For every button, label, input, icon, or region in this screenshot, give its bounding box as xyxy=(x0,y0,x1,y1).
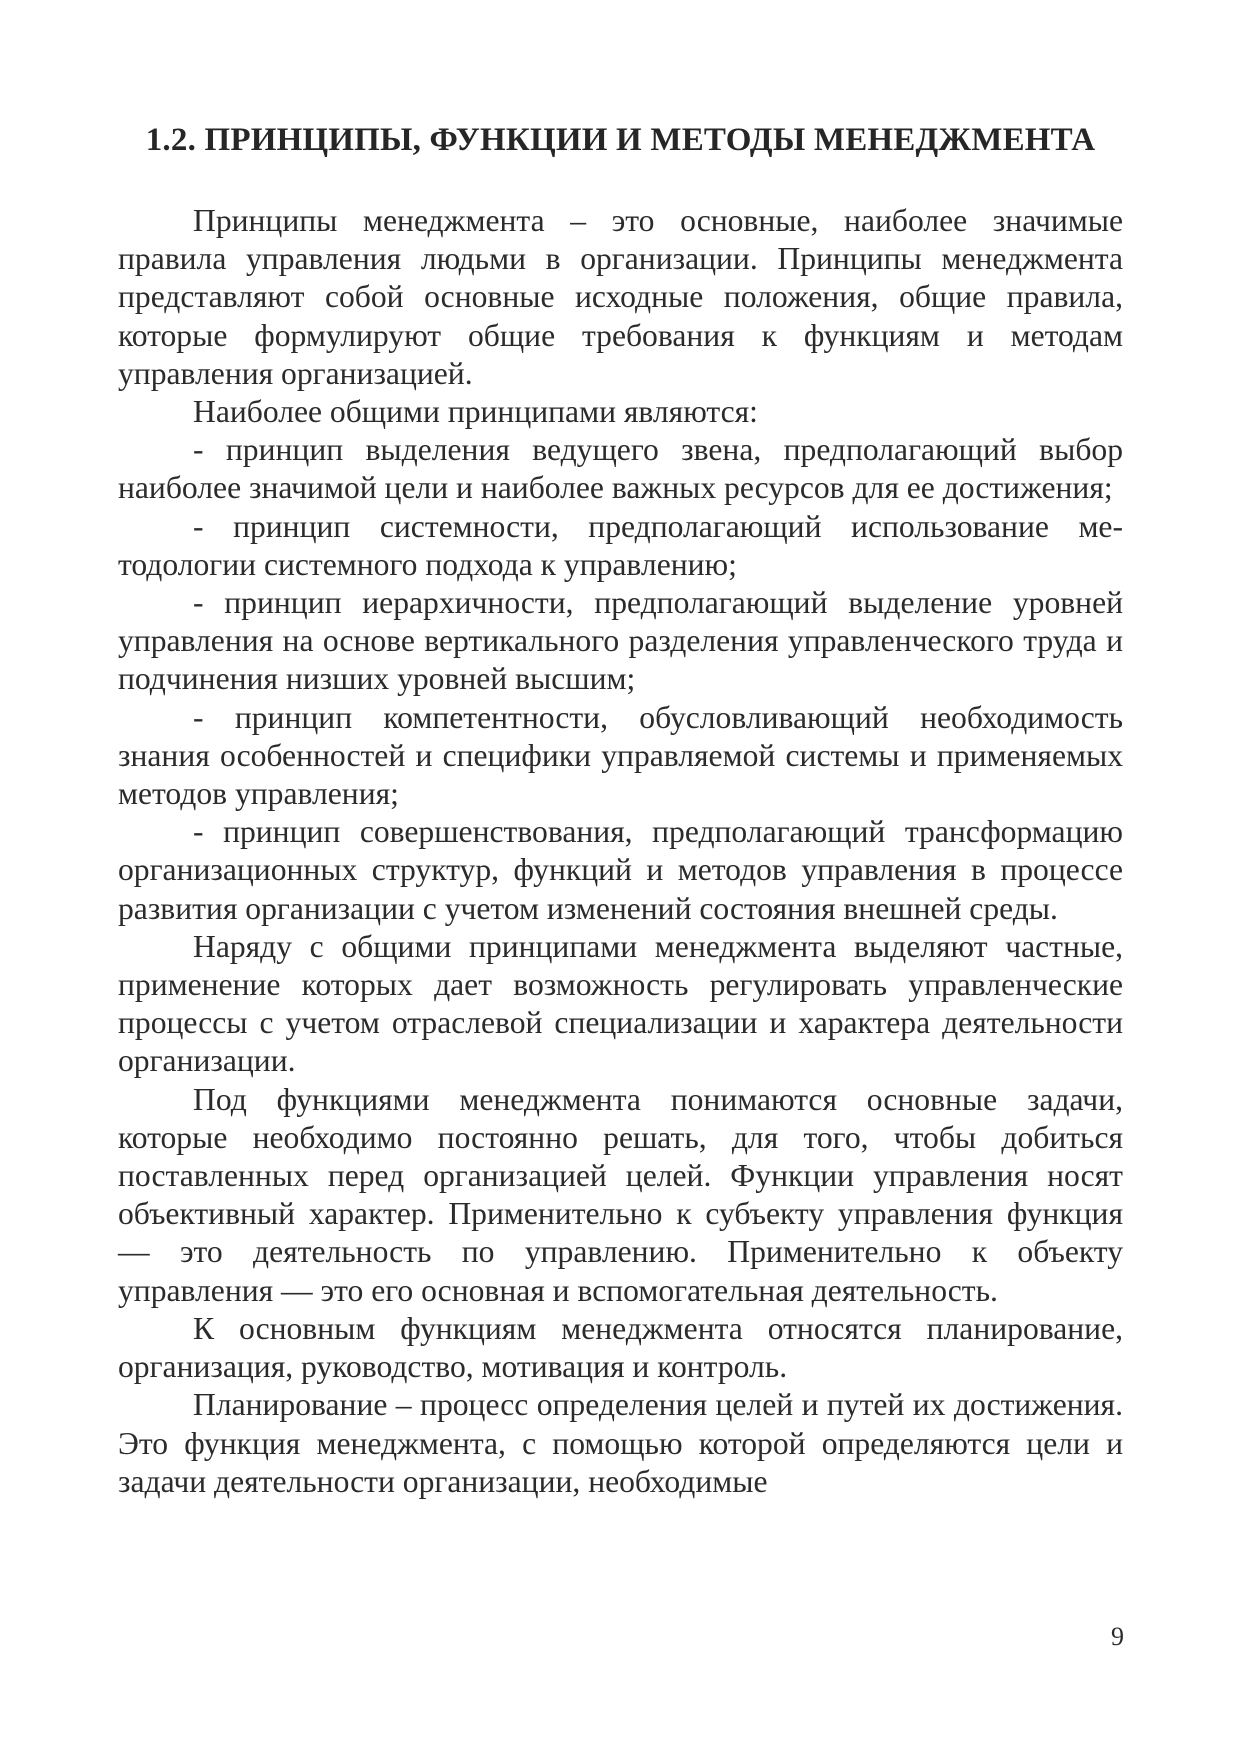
list-item-competence-principle: - принцип компетентности, обусловливающий необходимость знания особенностей и специфики управляемой системы и применяемых методов управления; xyxy=(118,699,1123,812)
body-text xyxy=(118,202,1123,1501)
paragraph-particular-principles: Наряду с общими принципами менеджмента выделяют частные, применение которых дает возможность регулировать управленческие процессы с учетом отраслевой специализации и характера деятельности организации. xyxy=(118,928,1123,1079)
list-item-hierarchy-principle: - принцип иерархичности, предполагающий выделение уровней управления на основе вертикального разделения управленческого труда и подчинения низших уровней высшим; xyxy=(118,585,1123,697)
section-heading: 1.2. ПРИНЦИПЫ, ФУНКЦИИ И МЕТОДЫ МЕНЕДЖМЕНТА xyxy=(145,122,1096,158)
list-item-improvement-principle: - принцип совершенствования, предполагающий трансформацию организационных структур, функций и методов управления в процессе развития организации с учетом изменений состояния внешней среды. xyxy=(118,814,1123,926)
paragraph-principles-definition: Принципы менеджмента – это основные, наиболее значимые правила управления людьми в организации. Принципы менеджмента представляют собой основные исходные положения, общие правила, которые формулируют общие требования к функциям и методам управления организацией. xyxy=(118,203,1123,391)
page-number: 9 xyxy=(1111,1622,1124,1651)
list-item-leading-link-principle: - принцип выделения ведущего звена, предполагающий выбор наиболее значимой цели и наиболее важных ресурсов для ее достижения; xyxy=(118,432,1123,506)
list-item-systemic-principle: - принцип системности, предполагающий использование методологии системного подхода к управлению; xyxy=(118,508,1123,582)
paragraph-main-functions: К основным функциям менеджмента относятся планирование, организация, руководство, мотивация и контроль. xyxy=(118,1310,1123,1385)
paragraph-functions-definition: Под функциями менеджмента понимаются основные задачи, которые необходимо постоянно решать, для того, чтобы добиться поставленных перед организацией целей. Функции управления носят объективный характер. Применительно к субъекту управления функция — это деятельность по управлению. Применительно к объекту управления — это его основная и вспомогательная деятельность. xyxy=(118,1081,1123,1308)
paragraph-general-principles-intro: Наиболее общими принципами являются: xyxy=(193,394,758,430)
paragraph-planning: Планирование – процесс определения целей и путей их достижения. Это функция менеджмента, с помощью которой определяются цели и задачи деятельности организации, необходимые xyxy=(118,1387,1123,1499)
